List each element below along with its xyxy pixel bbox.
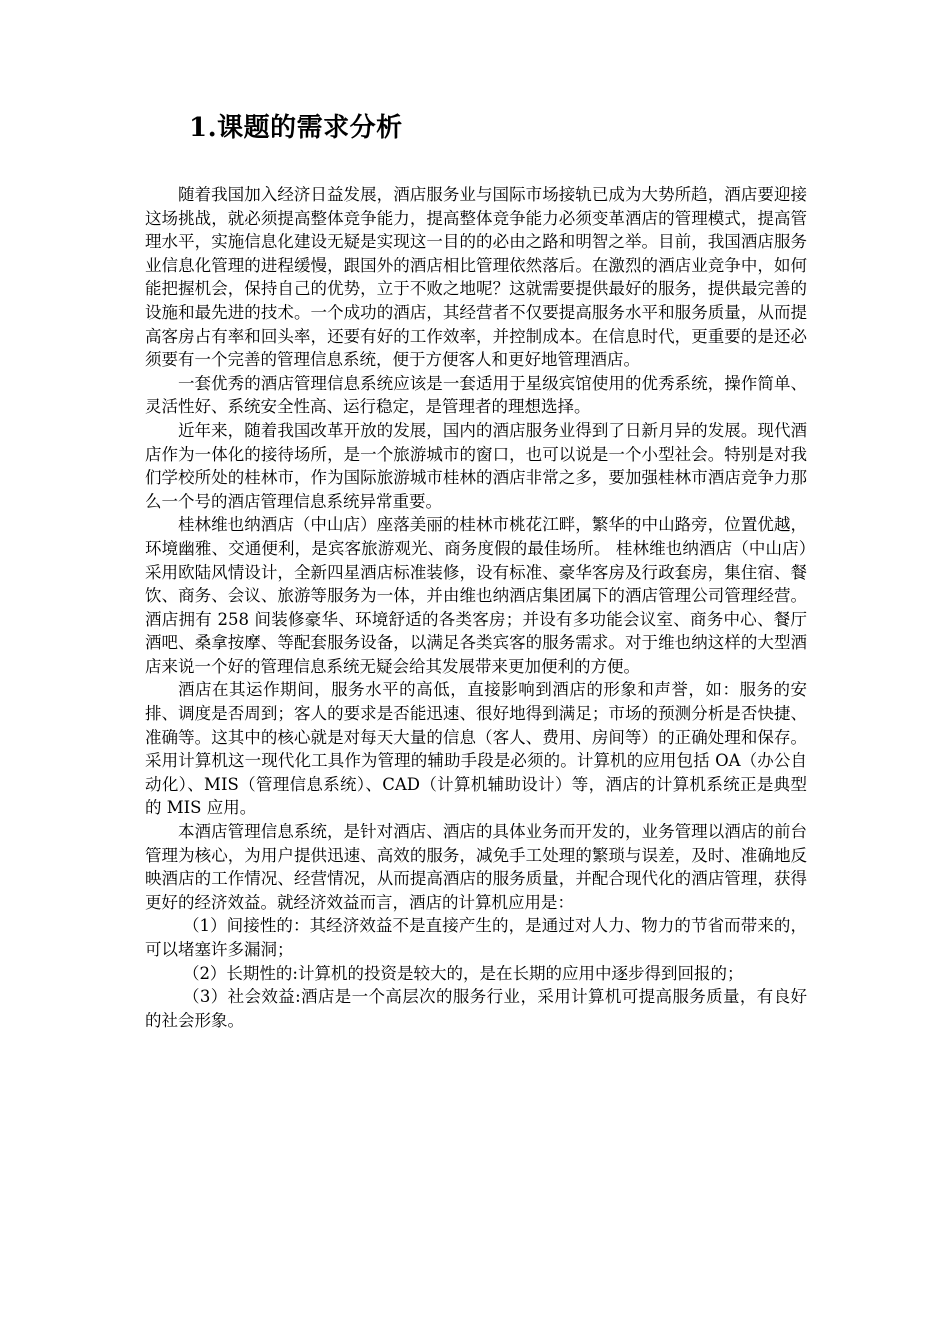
paragraph-system-quality: 一套优秀的酒店管理信息系统应该是一套适用于星级宾馆使用的优秀系统，操作简单、灵活性好、系统安全性高、运行稳定，是管理者的理想选择。 <box>145 373 807 417</box>
document-body <box>145 183 807 1032</box>
paragraph-intro: 随着我国加入经济日益发展，酒店服务业与国际市场接轨已成为大势所趋，酒店要迎接这场挑战，就必须提高整体竞争能力，提高整体竞争能力必须变革酒店的管理模式，提高管理水平，实施信息化建设无疑是实现这一目的的必由之路和明智之举。目前，我国酒店服务业信息化管理的进程缓慢，跟国外的酒店相比管理依然落后。在激烈的酒店业竞争中，如何能把握机会，保持自己的优势，立于不败之地呢？这就需要提供最好的服务，提供最完善的设施和最先进的技术。一个成功的酒店，其经营者不仅要提高服务水平和服务质量，从而提高客房占有率和回头率，还要有好的工作效率，并控制成本。在信息时代，更重要的是还必须要有一个完善的管理信息系统，便于方便客人和更好地管理酒店。 <box>145 185 807 370</box>
paragraph-system-purpose: 本酒店管理信息系统，是针对酒店、酒店的具体业务而开发的，业务管理以酒店的前台管理为核心，为用户提供迅速、高效的服务，减免手工处理的繁琐与误差，及时、准确地反映酒店的工作情况、经营情况，从而提高酒店的服务质量，并配合现代化的酒店管理，获得更好的经济效益。就经济效益而言，酒店的计算机应用是： <box>145 822 807 912</box>
list-item-indirect: （1）间接性的：其经济效益不是直接产生的，是通过对人力、物力的节省而带来的，可以堵塞许多漏洞； <box>145 916 807 959</box>
paragraph-operations: 酒店在其运作期间，服务水平的高低，直接影响到酒店的形象和声誉，如：服务的安排、调度是否周到；客人的要求是否能迅速、很好地得到满足；市场的预测分析是否快捷、准确等。这其中的核心就是对每天大量的信息（客人、费用、房间等）的正确处理和保存。采用计算机这一现代化工具作为管理的辅助手段是必须的。计算机的应用包括 OA（办公自动化）、MIS（管理信息系统）、CAD（计算机辅助设计）等，酒店的计算机系统正是典型的 MIS 应用。 <box>145 680 807 818</box>
paragraph-industry-development: 近年来，随着我国改革开放的发展，国内的酒店服务业得到了日新月异的发展。现代酒店作为一体化的接待场所，是一个旅游城市的窗口，也可以说是一个小型社会。特别是对我们学校所处的桂林市，作为国际旅游城市桂林的酒店非常之多，要加强桂林市酒店竞争力那么一个号的酒店管理信息系统异常重要。 <box>145 420 807 511</box>
paragraph-hotel-profile: 桂林维也纳酒店（中山店）座落美丽的桂林市桃花江畔，繁华的中山路旁，位置优越，环境幽雅、交通便利，是宾客旅游观光、商务度假的最佳场所。 桂林维也纳酒店（中山店）采用欧陆风情设计，全新四星酒店标准装修，设有标准、豪华客房及行政套房，集住宿、餐饮、商务、会议、旅游等服务为一体，并由维也纳酒店集团属下的酒店管理公司管理经营。酒店拥有 258 间装修豪华、环境舒适的各类客房；并设有多功能会议室、商务中心、餐厅酒吧、桑拿按摩、等配套服务设备，以满足各类宾客的服务需求。对于维也纳这样的大型酒店来说一个好的管理信息系统无疑会给其发展带来更加便利的方便。 <box>145 515 807 676</box>
list-item-long-term: （2）长期性的:计算机的投资是较大的，是在长期的应用中逐步得到回报的； <box>182 963 744 983</box>
list-item-social-benefit: （3）社会效益:酒店是一个高层次的服务行业，采用计算机可提高服务质量，有良好的社会形象。 <box>145 987 807 1030</box>
section-title: 1.课题的需求分析 <box>189 113 403 143</box>
